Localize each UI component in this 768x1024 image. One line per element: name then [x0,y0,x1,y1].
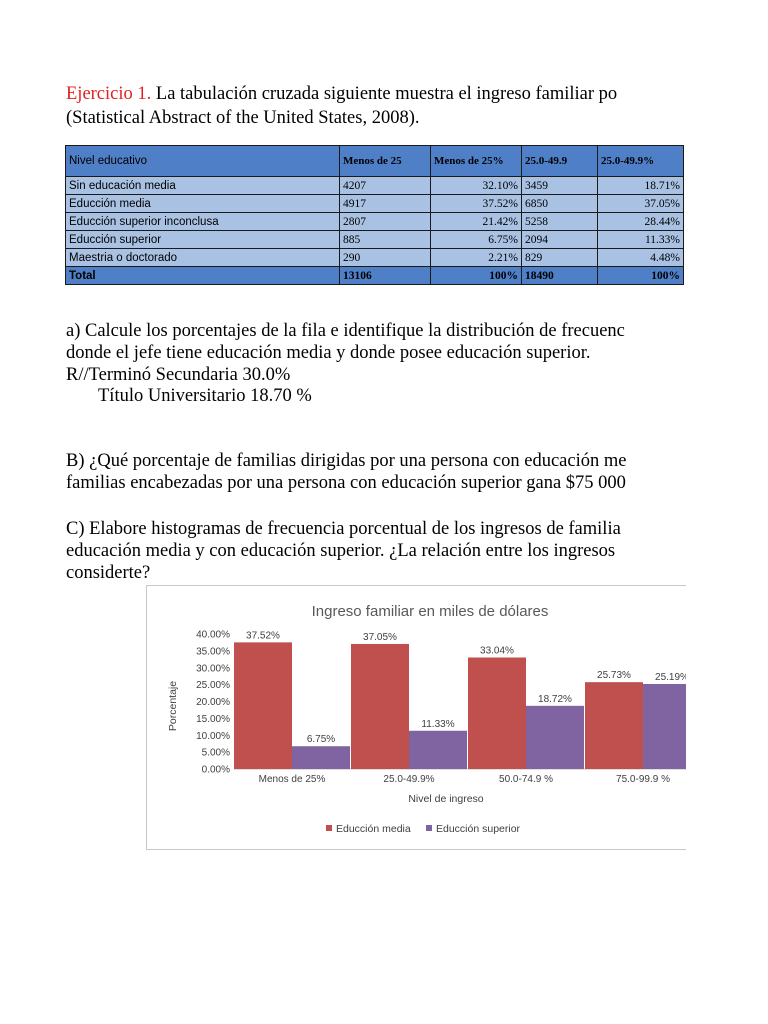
bar [468,657,526,769]
question-a-line-2: donde el jefe tiene educación media y donde posee educación superior. [66,343,591,363]
table-header-cell: Nivel educativo [66,146,340,177]
legend-swatch [326,825,332,831]
table-cell: Educción superior [66,231,340,249]
x-tick-label: 75.0-99.9 % [616,774,670,785]
table-cell: 885 [340,231,431,249]
intro-text: La tabulación cruzada siguiente muestra el ingreso familiar po [151,84,618,104]
legend-label: Educción superior [436,823,521,835]
table-cell: 11.33% [598,231,684,249]
table-cell: 290 [340,249,431,267]
x-tick-label: 25.0-49.9% [383,774,435,785]
intro-line-1 [66,83,617,105]
data-label: 37.52% [246,630,280,642]
y-tick-label: 35.00% [196,646,230,658]
table-cell: 13106 [340,267,431,285]
question-a-line-1: a) Calcule los porcentajes de la fila e identifique la distribución de frecuenc [66,321,625,341]
data-label: 18.72% [538,693,572,705]
table-header-cell: Menos de 25% [431,146,522,177]
table-cell: 37.05% [598,195,684,213]
chart-canvas [147,586,689,849]
table-cell: Educción superior inconclusa [66,213,340,231]
y-tick-label: 10.00% [196,730,230,742]
table-header-cell: 25.0-49.9 [522,146,598,177]
y-tick-label: 20.00% [196,697,230,708]
question-b-line-2: familias encabezadas por una persona con educación superior gana $75 000 [66,473,626,493]
table-row [66,177,684,195]
table-cell: 37.52% [431,195,522,213]
table-cell: 5258 [522,213,598,231]
table-cell: 18.71% [598,177,684,195]
intro-line-2: (Statistical Abstract of the United States, 2008). [66,108,420,128]
y-tick-label: 5.00% [201,747,230,759]
table-cell: 2.21% [431,249,522,267]
question-b-line-1: B) ¿Qué porcentaje de familias dirigidas por una persona con educación me [66,451,627,471]
legend-swatch [426,825,432,831]
table-cell: 32.10% [431,177,522,195]
table-cell: Total [66,267,340,285]
answer-a-line-1: R//Terminó Secundaria 30.0% [66,365,291,385]
bar-chart [146,585,689,850]
question-c-line-3: considerte? [66,563,151,583]
table-cell: 3459 [522,177,598,195]
x-tick-label: Menos de 25% [258,774,326,785]
table-cell: Educción media [66,195,340,213]
y-tick-label: 0.00% [201,764,230,776]
table-row [66,249,684,267]
y-tick-label: 30.00% [196,663,230,675]
data-label: 11.33% [421,718,455,730]
data-label: 25.19% [655,671,689,683]
table-header-row [66,146,684,177]
bar [585,682,643,769]
table-cell: 6850 [522,195,598,213]
bar [234,642,292,769]
table-cell: 21.42% [431,213,522,231]
x-axis-label: Nivel de ingreso [408,793,484,805]
x-tick-label: 50.0-74.9 % [499,774,553,785]
data-label: 25.73% [597,670,631,682]
table-cell: Maestria o doctorado [66,249,340,267]
y-tick-label: 25.00% [196,680,230,692]
table-cell: 4917 [340,195,431,213]
table-cell: 2094 [522,231,598,249]
question-c-line-2: educación media y con educación superior. ¿La relación entre los ingresos [66,541,616,561]
table-row [66,213,684,231]
table-total-row [66,267,684,285]
crosstab-table [65,145,684,285]
table-cell: 100% [598,267,684,285]
exercise-label: Ejercicio 1. [66,84,152,104]
data-label: 33.04% [480,645,514,657]
table-header-cell: Menos de 25 [340,146,431,177]
data-label: 6.75% [306,734,336,746]
table-cell: 829 [522,249,598,267]
table-row [66,195,684,213]
chart-title: Ingreso familiar en miles de dólares [311,603,549,620]
table-cell: 100% [431,267,522,285]
table-row [66,231,684,249]
bar [351,644,409,769]
table-header-cell: 25.0-49.9% [598,146,684,177]
y-tick-label: 15.00% [196,713,230,725]
question-c-line-1: C) Elabore histogramas de frecuencia porcentual de los ingresos de familia [66,519,621,539]
bar [292,746,350,769]
table-cell: 2807 [340,213,431,231]
data-label: 37.05% [363,631,397,643]
answer-a-line-2: Título Universitario 18.70 % [98,386,312,406]
table-cell: Sin educación media [66,177,340,195]
table-cell: 18490 [522,267,598,285]
bar [643,684,686,769]
bar [409,731,467,769]
legend-label: Educción media [336,823,411,835]
table-cell: 28.44% [598,213,684,231]
table-cell: 4.48% [598,249,684,267]
y-axis-label: Porcentaje [167,680,179,732]
table-cell: 6.75% [431,231,522,249]
y-tick-label: 40.00% [196,629,230,641]
bar [526,706,584,769]
table-cell: 4207 [340,177,431,195]
